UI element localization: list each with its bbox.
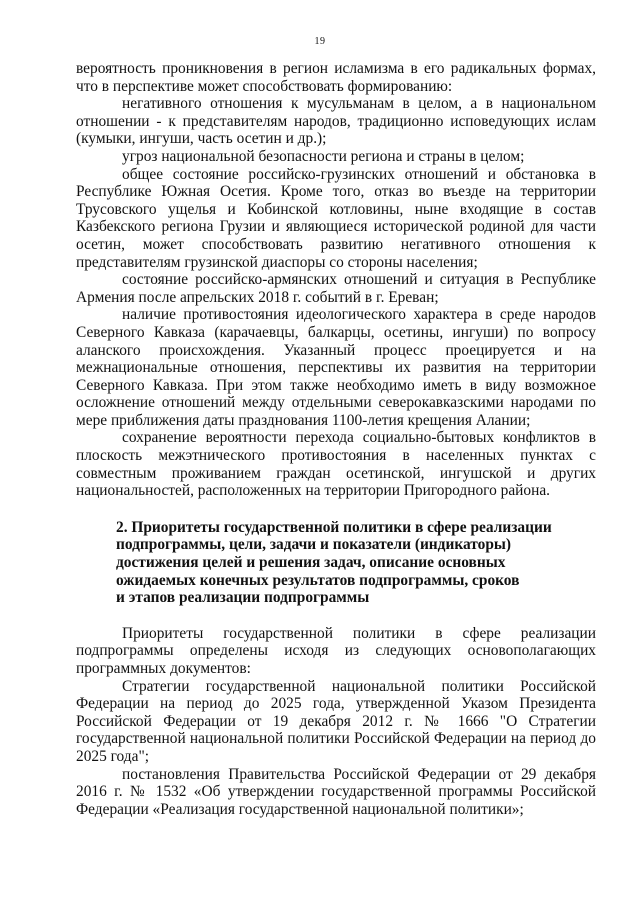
paragraph: Стратегии государственной национальной политики Российской Федерации на период до 2025 года, утвержденной Указом Президента Российской Федерации от 19 декабря 2012 г. № 1666 "О Стратегии государственной национальной политики Российской Федерации на период до 2025 года"; bbox=[76, 677, 596, 765]
section-heading-line: достижения целей и решения задач, описание основных bbox=[116, 554, 506, 572]
section-heading-line: подпрограммы, цели, задачи и показатели (индикаторы) bbox=[116, 536, 512, 554]
section-heading-line: и этапов реализации подпрограммы bbox=[116, 589, 370, 607]
section-heading bbox=[76, 519, 596, 607]
paragraph: Приоритеты государственной политики в сфере реализации подпрограммы определены исходя из следующих основополагающих программных документов: bbox=[76, 624, 596, 677]
section-heading-line: 2. Приоритеты государственной политики в сфере реализации bbox=[116, 518, 552, 536]
paragraph: наличие противостояния идеологического характера в среде народов Северного Кавказа (карачаевцы, балкарцы, осетины, ингуши) по вопросу аланского происхождения. Указанный процесс проецируется и на межнациональные отношения, перспективы их развития на территории Северного Кавказа. При этом также необходимо иметь в виду возможное осложнение отношений между отдельными северокавказскими народами по мере приближения даты празднования 1100-летия крещения Алании; bbox=[76, 306, 596, 429]
paragraph: постановления Правительства Российской Федерации от 29 декабря 2016 г. № 1532 «Об утверждении государственной программы Российской Федерации «Реализация государственной национальной политики»; bbox=[76, 765, 596, 818]
paragraph: негативного отношения к мусульманам в целом, а в национальном отношении - к представителям народов, традиционно исповедующих ислам (кумыки, ингуши, часть осетин и др.); bbox=[76, 95, 596, 148]
document-body bbox=[76, 60, 596, 818]
paragraph: общее состояние российско-грузинских отношений и обстановка в Республике Южная Осетия. Кроме того, отказ во въезде на территории Трусовского ущелья и Кобинской котловины, ныне входящие в состав Казбекского региона Грузии и являющиеся исторической родиной для части осетин, может способствовать развитию негативного отношения к представителям грузинской диаспоры со стороны населения; bbox=[76, 165, 596, 271]
paragraph: сохранение вероятности перехода социально-бытовых конфликтов в плоскость межэтнического противостояния в населенных пунктах с совместным проживанием граждан осетинской, ингушской и других национальностей, расположенных на территории Пригородного района. bbox=[76, 429, 596, 500]
page-number: 19 bbox=[314, 36, 326, 47]
paragraph: угроз национальной безопасности региона и страны в целом; bbox=[122, 147, 525, 165]
section-heading-line: ожидаемых конечных результатов подпрограммы, сроков bbox=[116, 571, 520, 589]
paragraph: вероятность проникновения в регион исламизма в его радикальных формах, что в перспективе может способствовать формированию: bbox=[76, 60, 596, 95]
paragraph: состояние российско-армянских отношений и ситуация в Республике Армения после апрельских 2018 г. событий в г. Ереван; bbox=[76, 271, 596, 306]
